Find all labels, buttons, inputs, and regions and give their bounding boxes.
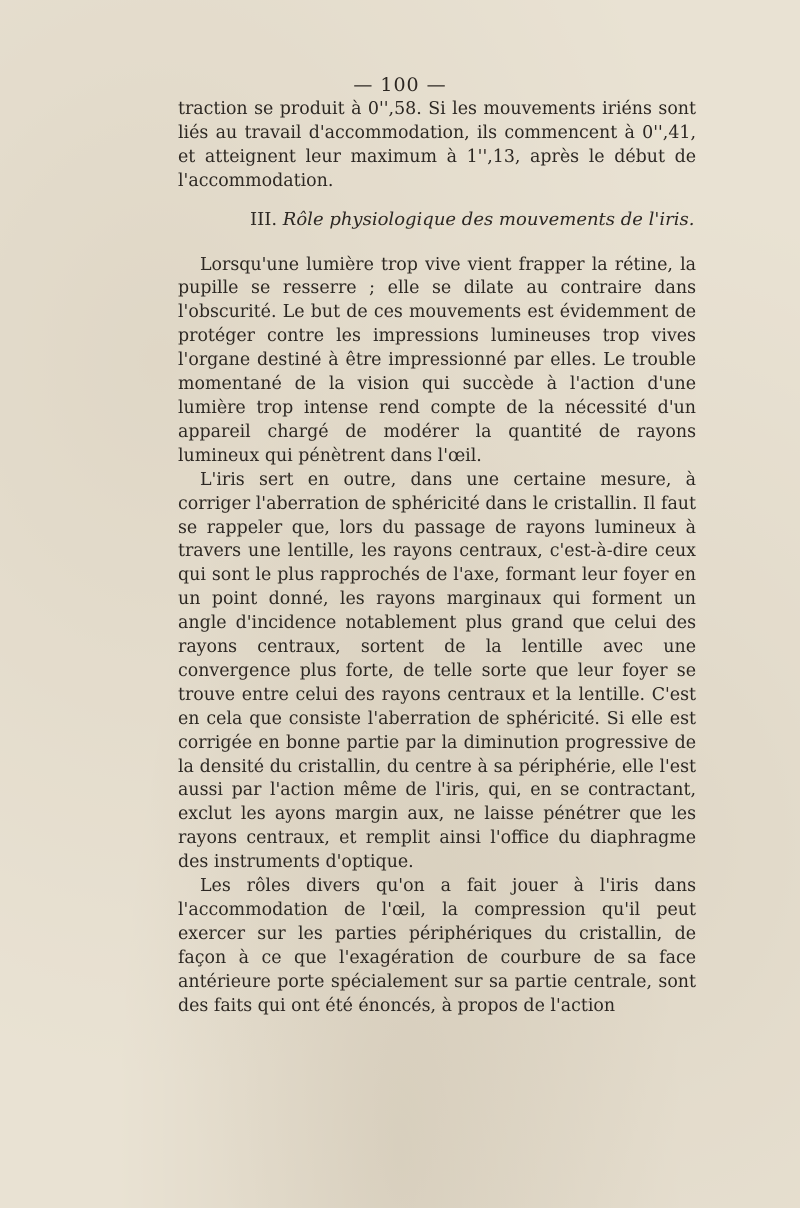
intro-paragraph: traction se produit à 0'',58. Si les mouvements iriéns sont liés au travail d'accommodation, ils commencent à 0'',41, et atteignent leur maximum à 1'',13, après le début de l'accommodation. [178, 99, 696, 191]
paragraph-spherical-aberration: L'iris sert en outre, dans une certaine mesure, à corriger l'aberration de sphéricité dans le cristallin. Il faut se rappeler que, lors du passage de rayons lumineux à travers une lentille, les rayons centraux, c'est-à-dire ceux qui sont le plus rapprochés de l'axe, formant leur foyer en un point donné, les rayons marginaux qui forment un angle d'incidence notablement plus grand que celui des rayons centraux, sortent de la lentille avec une convergence plus forte, de telle sorte que leur foyer se trouve entre celui des rayons centraux et la lentille. C'est en cela que consiste l'aberration de sphéricité. Si elle est corrigée en bonne partie par la diminution progressive de la densité du cristallin, du centre à sa périphérie, elle l'est aussi par l'action même de l'iris, qui, en se contractant, exclut les ayons margin aux, ne laisse pénétrer que les rayons centraux, et remplit ainsi l'office du diaphragme des instruments d'optique. [178, 469, 696, 873]
paragraph-accommodation-roles: Les rôles divers qu'on a fait jouer à l'iris dans l'accommodation de l'œil, la compression qu'il peut exercer sur les parties périphériques du cristallin, de façon à ce que l'exagération de courbure de sa face antérieure porte spécialement sur sa partie centrale, sont des faits qui ont été énoncés, à propos de l'action [178, 876, 696, 1016]
section-heading [178, 208, 696, 232]
paragraph-light-response: Lorsqu'une lumière trop vive vient frapper la rétine, la pupille se resserre ; elle se dilate au contraire dans l'obscurité. Le but de ces mouvements est évidemment de protéger contre les impressions lumineuses trop vives l'organe destiné à être impressionné par elles. Le trouble momentané de la vision qui succède à l'action d'une lumière trop intense rend compte de la nécessité d'un appareil chargé de modérer la quantité de rayons lumineux qui pénètrent dans l'œil. [178, 254, 696, 466]
section-title: Rôle physiologique des mouvements de l'iris. [282, 208, 695, 230]
section-number: III. [250, 208, 278, 230]
page-body [178, 98, 696, 1019]
page-number: — 100 — [353, 74, 447, 96]
